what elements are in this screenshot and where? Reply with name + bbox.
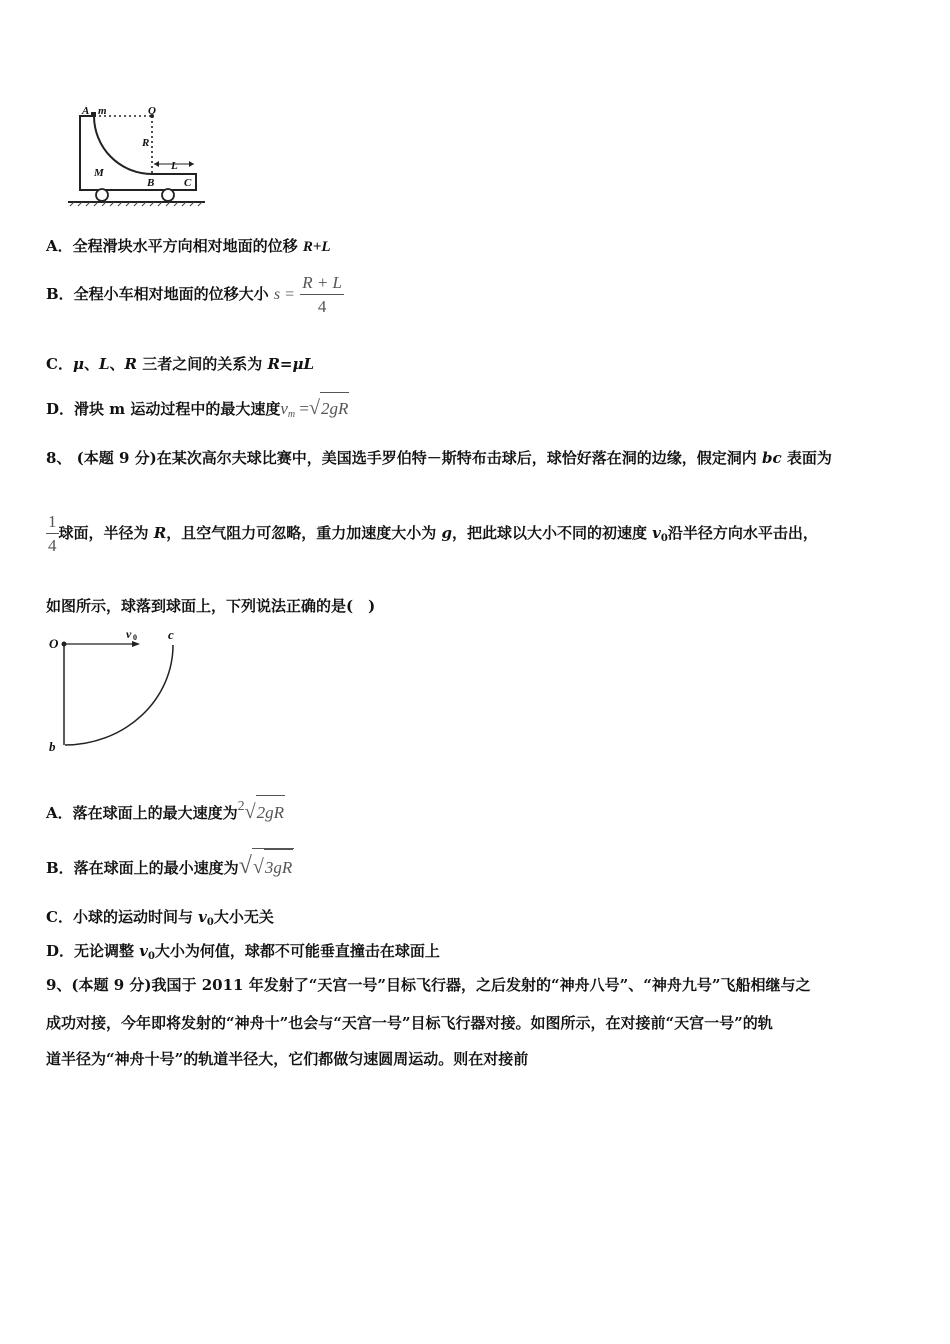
fig1-label-C: C bbox=[184, 177, 192, 189]
q8-text2b: ，且空气阻力可忽略，重力加速度大小为 bbox=[166, 524, 442, 542]
golf-hole-figure bbox=[44, 624, 194, 758]
q8-option-a-text: A．落在球面上的最大速度为 bbox=[46, 804, 238, 822]
q8-text2-R: R bbox=[153, 524, 167, 542]
q8-option-d-v: v bbox=[139, 942, 148, 960]
q7-option-b bbox=[46, 271, 344, 319]
fig1-label-A: A bbox=[82, 105, 90, 117]
q8-quarter-fraction bbox=[46, 511, 59, 558]
q8-text1-end: 表面为 bbox=[781, 449, 832, 467]
q7-option-d: D．滑块 m 运动过程中的最大速度$v_m =√2gR$ bbox=[46, 392, 349, 431]
q8-text2d: 沿半径方向水平击出， bbox=[667, 524, 818, 542]
fig1-label-L: L bbox=[171, 160, 178, 172]
q7-option-d-v: v bbox=[280, 399, 288, 418]
q8-number: 8、 bbox=[46, 449, 72, 467]
fig2-label-v-sub: 0 bbox=[133, 633, 137, 642]
q8-option-c-a: C．小球的运动时间与 bbox=[46, 908, 199, 926]
fig1-label-M: M bbox=[94, 167, 104, 179]
q8-option-b-radicand: 3gR bbox=[264, 849, 293, 886]
q7-option-d-radicand: 2gR bbox=[320, 392, 349, 425]
q9-line3: 道半径为“神舟十号”的轨道半径大，它们都做匀速圆周运动。则在对接前 bbox=[46, 1050, 529, 1068]
fig2-label-b: b bbox=[49, 739, 56, 754]
q8-frac-den: 4 bbox=[48, 535, 57, 555]
q8-text2-v-sub: 0 bbox=[660, 533, 668, 544]
cart-track-figure bbox=[60, 98, 210, 210]
q7-option-c-prefix: C． bbox=[46, 355, 73, 373]
q8-text1: 在某次高尔夫球比赛中，美国选手罗伯特－斯特布击球后，球恰好落在洞的边缘，假定洞内 bbox=[156, 449, 762, 467]
q7-option-b-fraction bbox=[300, 272, 344, 319]
q8-text1-bc: bc bbox=[761, 449, 782, 467]
q8-option-b: B．落在球面上的最小速度为√√3gR bbox=[46, 848, 294, 886]
q7-option-c bbox=[46, 354, 314, 374]
q8-option-d bbox=[46, 941, 440, 967]
q8-line2 bbox=[46, 508, 818, 564]
q7-option-a bbox=[46, 236, 331, 257]
q7-option-d-v-sub: m bbox=[287, 409, 296, 420]
q8-option-c-v-sub: 0 bbox=[206, 917, 214, 928]
q8-option-c-b: 大小无关 bbox=[213, 908, 274, 926]
q8-score-tag: (本题 9 分) bbox=[76, 449, 157, 467]
q8-line1 bbox=[46, 448, 832, 468]
q8-option-a-radicand: 2gR bbox=[256, 795, 285, 830]
q7-option-c-formula: R=μL bbox=[267, 355, 314, 373]
q8-option-b-text: B．落在球面上的最小速度为 bbox=[46, 859, 239, 877]
q8-option-c bbox=[46, 907, 274, 933]
q7-option-b-numerator: R + L bbox=[300, 272, 344, 295]
q7-option-a-text: A．全程滑块水平方向相对地面的位移 bbox=[46, 237, 303, 255]
q8-text2-g: g bbox=[441, 524, 452, 542]
q9-line1: 9、(本题 9 分)我国于 2011 年发射了“天宫一号”目标飞行器，之后发射的“神舟八号”、“神舟九号”飞船相继与之 bbox=[46, 976, 811, 994]
q8-text3: 如图所示，球落到球面上，下列说法正确的是( ) bbox=[46, 597, 376, 615]
q7-option-d-eq: = bbox=[295, 399, 309, 418]
fig2-label-c: c bbox=[168, 627, 174, 642]
fig2-label-O: O bbox=[49, 636, 59, 651]
q8-line3 bbox=[46, 596, 375, 616]
fig1-label-R: R bbox=[142, 137, 150, 149]
q7-option-b-text: B．全程小车相对地面的位移大小 bbox=[46, 285, 269, 303]
q8-option-d-v-sub: 0 bbox=[147, 951, 155, 962]
q7-option-a-formula: R+L bbox=[302, 239, 331, 255]
fig1-label-B: B bbox=[147, 177, 155, 189]
q7-option-c-sep1: 、 bbox=[83, 355, 99, 373]
q8-text2a: 球面，半径为 bbox=[58, 524, 154, 542]
q8-option-a-coef: 2 bbox=[237, 799, 245, 814]
q8-frac-num: 1 bbox=[46, 511, 59, 534]
q8-text2c: ，把此球以大小不同的初速度 bbox=[451, 524, 653, 542]
q7-option-c-mid: 三者之间的关系为 bbox=[136, 355, 268, 373]
fig1-label-m: m bbox=[98, 105, 107, 117]
q7-option-c-sep2: 、 bbox=[109, 355, 125, 373]
fig1-label-O: O bbox=[148, 105, 156, 117]
q8-option-c-v: v bbox=[198, 908, 207, 926]
q9-line2: 成功对接，今年即将发射的“神舟十”也会与“天宫一号”目标飞行器对接。如图所示，在对接前“天宫一号”的轨 bbox=[46, 1014, 773, 1032]
q8-option-d-a: D．无论调整 bbox=[46, 942, 140, 960]
q8-option-d-b: 大小为何值，球都不可能垂直撞击在球面上 bbox=[154, 942, 440, 960]
q7-option-c-R: R bbox=[124, 355, 137, 373]
q7-option-c-mu: μ bbox=[72, 355, 84, 373]
q8-option-a: A．落在球面上的最大速度为$^2$√2gR bbox=[46, 790, 285, 830]
q7-option-d-text: D．滑块 m 运动过程中的最大速度 bbox=[46, 400, 281, 418]
q7-option-b-lhs: s = bbox=[273, 286, 295, 303]
q7-option-c-L: L bbox=[98, 355, 110, 373]
q8-text2-v: v bbox=[652, 524, 661, 542]
fig2-label-v: v bbox=[126, 627, 132, 641]
q7-option-b-denominator: 4 bbox=[317, 296, 327, 316]
